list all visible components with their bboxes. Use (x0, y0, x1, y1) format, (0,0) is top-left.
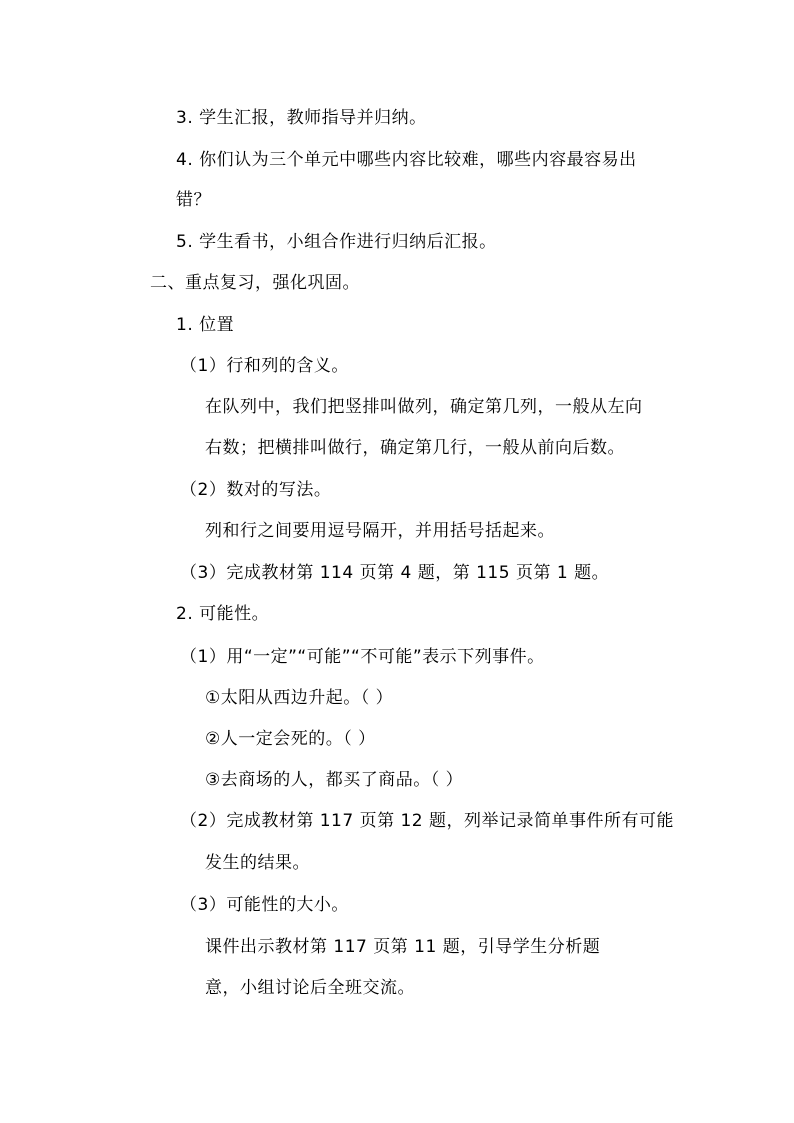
item-3-text: （3）完成教材第 114 页第 4 题，第 115 页第 1 题。 (180, 563, 610, 583)
step-4-line: 4. 你们认为三个单元中哪些内容比较难，哪些内容最容易出 (176, 150, 637, 170)
section-heading: 二、重点复习，强化巩固。 (150, 273, 360, 293)
probability-item-3-text-line-2: 意，小组讨论后全班交流。 (205, 978, 415, 998)
probability-item-1-heading: （1）用“一定”“可能”“不可能”表示下列事件。 (180, 647, 545, 667)
event-question-2: ②人一定会死的。（ ） (205, 729, 376, 749)
step-4-continuation: 错？ (176, 190, 211, 210)
subsection-position: 1. 位置 (176, 315, 235, 335)
item-2-heading: （2）数对的写法。 (180, 480, 332, 500)
probability-item-3-heading: （3）可能性的大小。 (180, 895, 349, 915)
probability-item-3-text-line-1: 课件出示教材第 117 页第 11 题，引导学生分析题 (205, 937, 601, 957)
probability-item-2-line-2: 发生的结果。 (205, 853, 310, 873)
item-1-text-line-2: 右数；把横排叫做行，确定第几行，一般从前向后数。 (205, 438, 625, 458)
item-2-text: 列和行之间要用逗号隔开，并用括号括起来。 (205, 521, 555, 541)
step-5-line: 5. 学生看书，小组合作进行归纳后汇报。 (176, 232, 497, 252)
step-3-line: 3. 学生汇报，教师指导并归纳。 (176, 108, 427, 128)
item-1-text-line-1: 在队列中，我们把竖排叫做列，确定第几列，一般从左向 (205, 397, 643, 417)
event-question-1: ①太阳从西边升起。（ ） (205, 688, 394, 708)
item-1-heading: （1）行和列的含义。 (180, 356, 349, 376)
event-question-3: ③去商场的人，都买了商品。（ ） (205, 770, 464, 790)
probability-item-2-line-1: （2）完成教材第 117 页第 12 题，列举记录简单事件所有可能 (180, 811, 675, 831)
subsection-probability: 2. 可能性。 (176, 604, 270, 624)
